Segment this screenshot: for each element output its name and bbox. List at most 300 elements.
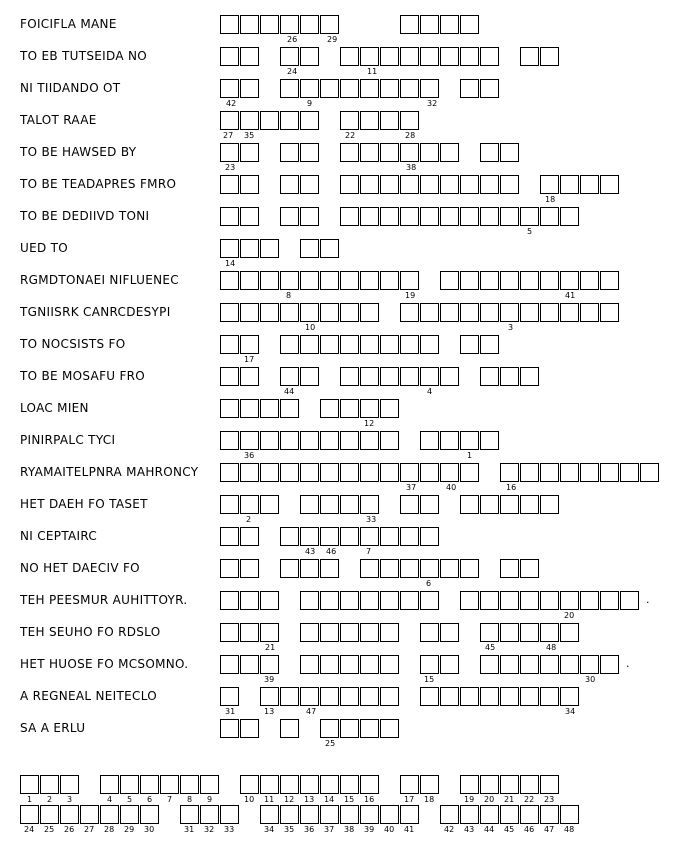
letter-box[interactable] [180,805,199,824]
letter-box[interactable] [380,559,399,578]
letter-box[interactable] [240,111,259,130]
letter-box[interactable] [420,47,439,66]
letter-box[interactable] [260,15,279,34]
letter-box[interactable] [380,719,399,738]
letter-box[interactable] [320,687,339,706]
letter-box[interactable] [420,623,439,642]
answer-word[interactable] [220,655,280,674]
letter-box[interactable] [40,775,59,794]
letter-box[interactable] [220,15,239,34]
letter-box[interactable] [520,623,539,642]
letter-box[interactable] [500,207,519,226]
letter-box[interactable] [440,143,459,162]
letter-box[interactable] [380,143,399,162]
letter-box[interactable] [380,175,399,194]
letter-box[interactable] [240,775,259,794]
letter-box[interactable] [400,47,419,66]
answer-word[interactable] [280,367,320,386]
letter-box[interactable] [500,175,519,194]
answer-word[interactable] [220,559,260,578]
letter-box[interactable] [500,655,519,674]
answer-word[interactable] [220,303,380,322]
letter-box[interactable] [280,431,299,450]
answer-word[interactable] [220,271,420,290]
letter-box[interactable] [520,367,539,386]
letter-box[interactable] [340,687,359,706]
letter-box[interactable] [320,79,339,98]
letter-box[interactable] [380,591,399,610]
letter-box[interactable] [520,271,539,290]
letter-box[interactable] [260,399,279,418]
answer-word[interactable] [500,207,580,226]
answer-word[interactable] [520,47,560,66]
letter-box[interactable] [300,79,319,98]
letter-box[interactable] [300,623,319,642]
letter-box[interactable] [340,399,359,418]
letter-box[interactable] [240,623,259,642]
answer-word[interactable] [460,335,500,354]
letter-box[interactable] [360,207,379,226]
letter-box[interactable] [500,303,519,322]
letter-box[interactable] [520,805,539,824]
letter-box[interactable] [280,687,299,706]
letter-box[interactable] [340,47,359,66]
answer-word[interactable] [280,47,320,66]
letter-box[interactable] [340,591,359,610]
letter-box[interactable] [400,559,419,578]
letter-box[interactable] [280,15,299,34]
letter-box[interactable] [280,111,299,130]
letter-box[interactable] [300,559,319,578]
letter-box[interactable] [320,239,339,258]
letter-box[interactable] [440,655,459,674]
letter-box[interactable] [520,655,539,674]
letter-box[interactable] [220,559,239,578]
letter-box[interactable] [480,143,499,162]
letter-box[interactable] [460,805,479,824]
letter-box[interactable] [560,303,579,322]
letter-box[interactable] [360,527,379,546]
letter-box[interactable] [580,591,599,610]
letter-box[interactable] [420,15,439,34]
letter-box[interactable] [540,775,559,794]
letter-box[interactable] [280,335,299,354]
letter-box[interactable] [300,367,319,386]
letter-box[interactable] [320,591,339,610]
letter-box[interactable] [400,527,419,546]
letter-box[interactable] [440,15,459,34]
answer-word[interactable] [460,79,500,98]
letter-box[interactable] [40,805,59,824]
letter-box[interactable] [400,111,419,130]
letter-box[interactable] [480,805,499,824]
answer-word[interactable] [220,623,280,642]
letter-box[interactable] [540,591,559,610]
letter-box[interactable] [220,47,239,66]
answer-word[interactable] [500,559,540,578]
letter-box[interactable] [240,207,259,226]
letter-box[interactable] [300,805,319,824]
answer-word[interactable] [220,463,480,482]
letter-box[interactable] [400,175,419,194]
answer-key-group[interactable] [240,775,380,794]
letter-box[interactable] [480,175,499,194]
letter-box[interactable] [240,175,259,194]
answer-word[interactable] [440,271,620,290]
letter-box[interactable] [220,687,239,706]
letter-box[interactable] [360,719,379,738]
answer-key-group[interactable] [260,805,420,824]
letter-box[interactable] [220,495,239,514]
letter-box[interactable] [480,655,499,674]
letter-box[interactable] [220,527,239,546]
letter-box[interactable] [460,271,479,290]
letter-box[interactable] [540,303,559,322]
letter-box[interactable] [240,399,259,418]
letter-box[interactable] [240,367,259,386]
letter-box[interactable] [300,335,319,354]
letter-box[interactable] [360,775,379,794]
letter-box[interactable] [420,175,439,194]
letter-box[interactable] [520,559,539,578]
letter-box[interactable] [540,805,559,824]
letter-box[interactable] [460,207,479,226]
letter-box[interactable] [320,775,339,794]
letter-box[interactable] [280,175,299,194]
letter-box[interactable] [540,687,559,706]
answer-word[interactable] [480,623,580,642]
letter-box[interactable] [360,399,379,418]
answer-word[interactable] [320,399,400,418]
answer-word[interactable] [220,367,260,386]
answer-word[interactable] [340,367,460,386]
letter-box[interactable] [420,143,439,162]
letter-box[interactable] [300,655,319,674]
letter-box[interactable] [240,239,259,258]
letter-box[interactable] [280,47,299,66]
letter-box[interactable] [300,431,319,450]
letter-box[interactable] [360,591,379,610]
letter-box[interactable] [300,239,319,258]
letter-box[interactable] [360,335,379,354]
answer-key-group[interactable] [400,775,440,794]
letter-box[interactable] [340,495,359,514]
letter-box[interactable] [360,111,379,130]
letter-box[interactable] [200,775,219,794]
letter-box[interactable] [260,623,279,642]
answer-word[interactable] [220,239,280,258]
letter-box[interactable] [20,775,39,794]
answer-word[interactable] [280,527,440,546]
letter-box[interactable] [380,805,399,824]
letter-box[interactable] [580,271,599,290]
letter-box[interactable] [420,775,439,794]
letter-box[interactable] [300,47,319,66]
answer-word[interactable] [220,431,400,450]
letter-box[interactable] [420,655,439,674]
letter-box[interactable] [480,687,499,706]
answer-word[interactable] [300,239,340,258]
letter-box[interactable] [240,303,259,322]
letter-box[interactable] [240,79,259,98]
answer-word[interactable] [220,719,260,738]
letter-box[interactable] [220,399,239,418]
letter-box[interactable] [240,495,259,514]
letter-box[interactable] [260,239,279,258]
letter-box[interactable] [500,591,519,610]
letter-box[interactable] [340,805,359,824]
letter-box[interactable] [240,719,259,738]
letter-box[interactable] [380,463,399,482]
letter-box[interactable] [440,805,459,824]
answer-word[interactable] [420,655,460,674]
letter-box[interactable] [240,15,259,34]
letter-box[interactable] [340,271,359,290]
letter-box[interactable] [520,495,539,514]
answer-word[interactable] [220,591,280,610]
letter-box[interactable] [380,399,399,418]
answer-word[interactable] [220,111,320,130]
letter-box[interactable] [240,143,259,162]
letter-box[interactable] [220,655,239,674]
answer-word[interactable] [480,143,520,162]
letter-box[interactable] [220,367,239,386]
answer-word[interactable] [220,399,300,418]
letter-box[interactable] [240,463,259,482]
answer-word[interactable] [460,591,640,610]
letter-box[interactable] [280,463,299,482]
letter-box[interactable] [340,655,359,674]
letter-box[interactable] [380,431,399,450]
letter-box[interactable] [280,271,299,290]
letter-box[interactable] [540,175,559,194]
letter-box[interactable] [540,623,559,642]
answer-word[interactable] [480,655,620,674]
letter-box[interactable] [360,175,379,194]
letter-box[interactable] [280,527,299,546]
letter-box[interactable] [320,271,339,290]
letter-box[interactable] [560,687,579,706]
letter-box[interactable] [520,207,539,226]
letter-box[interactable] [380,687,399,706]
letter-box[interactable] [320,559,339,578]
letter-box[interactable] [280,143,299,162]
letter-box[interactable] [340,111,359,130]
letter-box[interactable] [500,463,519,482]
letter-box[interactable] [300,687,319,706]
letter-box[interactable] [300,111,319,130]
letter-box[interactable] [440,623,459,642]
letter-box[interactable] [400,495,419,514]
answer-word[interactable] [420,687,580,706]
letter-box[interactable] [320,623,339,642]
letter-box[interactable] [380,655,399,674]
letter-box[interactable] [500,623,519,642]
letter-box[interactable] [460,47,479,66]
letter-box[interactable] [340,463,359,482]
letter-box[interactable] [500,775,519,794]
letter-box[interactable] [500,687,519,706]
letter-box[interactable] [520,775,539,794]
letter-box[interactable] [100,805,119,824]
letter-box[interactable] [120,805,139,824]
letter-box[interactable] [380,623,399,642]
letter-box[interactable] [400,591,419,610]
letter-box[interactable] [400,79,419,98]
letter-box[interactable] [320,303,339,322]
letter-box[interactable] [220,143,239,162]
letter-box[interactable] [220,79,239,98]
letter-box[interactable] [220,239,239,258]
letter-box[interactable] [320,463,339,482]
letter-box[interactable] [380,111,399,130]
letter-box[interactable] [480,431,499,450]
letter-box[interactable] [480,495,499,514]
letter-box[interactable] [440,47,459,66]
letter-box[interactable] [320,15,339,34]
letter-box[interactable] [180,775,199,794]
answer-key-group[interactable] [440,805,580,824]
letter-box[interactable] [240,271,259,290]
letter-box[interactable] [460,175,479,194]
answer-word[interactable] [280,143,320,162]
answer-word[interactable] [480,367,540,386]
letter-box[interactable] [560,623,579,642]
letter-box[interactable] [300,591,319,610]
letter-box[interactable] [560,463,579,482]
letter-box[interactable] [360,303,379,322]
letter-box[interactable] [140,805,159,824]
letter-box[interactable] [400,207,419,226]
letter-box[interactable] [420,207,439,226]
letter-box[interactable] [500,495,519,514]
letter-box[interactable] [260,431,279,450]
letter-box[interactable] [580,655,599,674]
letter-box[interactable] [340,79,359,98]
letter-box[interactable] [260,775,279,794]
letter-box[interactable] [560,805,579,824]
letter-box[interactable] [480,775,499,794]
letter-box[interactable] [400,335,419,354]
letter-box[interactable] [280,207,299,226]
answer-word[interactable] [220,79,260,98]
letter-box[interactable] [220,591,239,610]
letter-box[interactable] [380,367,399,386]
letter-box[interactable] [480,335,499,354]
letter-box[interactable] [260,591,279,610]
answer-word[interactable] [220,175,260,194]
letter-box[interactable] [260,805,279,824]
letter-box[interactable] [520,463,539,482]
letter-box[interactable] [260,687,279,706]
letter-box[interactable] [440,559,459,578]
letter-box[interactable] [380,335,399,354]
letter-box[interactable] [420,303,439,322]
letter-box[interactable] [320,335,339,354]
letter-box[interactable] [420,527,439,546]
letter-box[interactable] [540,463,559,482]
letter-box[interactable] [280,775,299,794]
letter-box[interactable] [500,559,519,578]
letter-box[interactable] [300,527,319,546]
letter-box[interactable] [280,79,299,98]
letter-box[interactable] [400,463,419,482]
letter-box[interactable] [340,207,359,226]
letter-box[interactable] [360,559,379,578]
letter-box[interactable] [480,207,499,226]
letter-box[interactable] [220,805,239,824]
letter-box[interactable] [360,79,379,98]
letter-box[interactable] [320,399,339,418]
answer-word[interactable] [220,527,260,546]
letter-box[interactable] [360,655,379,674]
answer-word[interactable] [220,15,340,34]
letter-box[interactable] [420,335,439,354]
letter-box[interactable] [560,591,579,610]
letter-box[interactable] [540,207,559,226]
letter-box[interactable] [420,495,439,514]
letter-box[interactable] [220,335,239,354]
letter-box[interactable] [480,271,499,290]
letter-box[interactable] [20,805,39,824]
answer-word[interactable] [340,207,500,226]
letter-box[interactable] [460,687,479,706]
letter-box[interactable] [300,495,319,514]
answer-word[interactable] [220,687,240,706]
letter-box[interactable] [400,805,419,824]
letter-box[interactable] [260,655,279,674]
letter-box[interactable] [340,303,359,322]
letter-box[interactable] [60,775,79,794]
letter-box[interactable] [440,687,459,706]
letter-box[interactable] [320,527,339,546]
answer-key-group[interactable] [20,775,80,794]
letter-box[interactable] [220,303,239,322]
letter-box[interactable] [360,271,379,290]
letter-box[interactable] [580,463,599,482]
answer-word[interactable] [260,687,400,706]
letter-box[interactable] [460,15,479,34]
letter-box[interactable] [420,559,439,578]
letter-box[interactable] [460,495,479,514]
letter-box[interactable] [380,47,399,66]
letter-box[interactable] [360,143,379,162]
letter-box[interactable] [600,655,619,674]
letter-box[interactable] [320,719,339,738]
answer-word[interactable] [220,207,260,226]
letter-box[interactable] [600,175,619,194]
letter-box[interactable] [480,47,499,66]
letter-box[interactable] [140,775,159,794]
letter-box[interactable] [240,559,259,578]
answer-word[interactable] [500,463,660,482]
answer-key-group[interactable] [20,805,160,824]
letter-box[interactable] [440,207,459,226]
letter-box[interactable] [560,175,579,194]
letter-box[interactable] [240,431,259,450]
letter-box[interactable] [380,271,399,290]
letter-box[interactable] [640,463,659,482]
letter-box[interactable] [360,431,379,450]
letter-box[interactable] [460,591,479,610]
letter-box[interactable] [240,591,259,610]
letter-box[interactable] [400,775,419,794]
answer-word[interactable] [400,15,480,34]
letter-box[interactable] [340,431,359,450]
letter-box[interactable] [280,303,299,322]
letter-box[interactable] [340,775,359,794]
letter-box[interactable] [520,687,539,706]
